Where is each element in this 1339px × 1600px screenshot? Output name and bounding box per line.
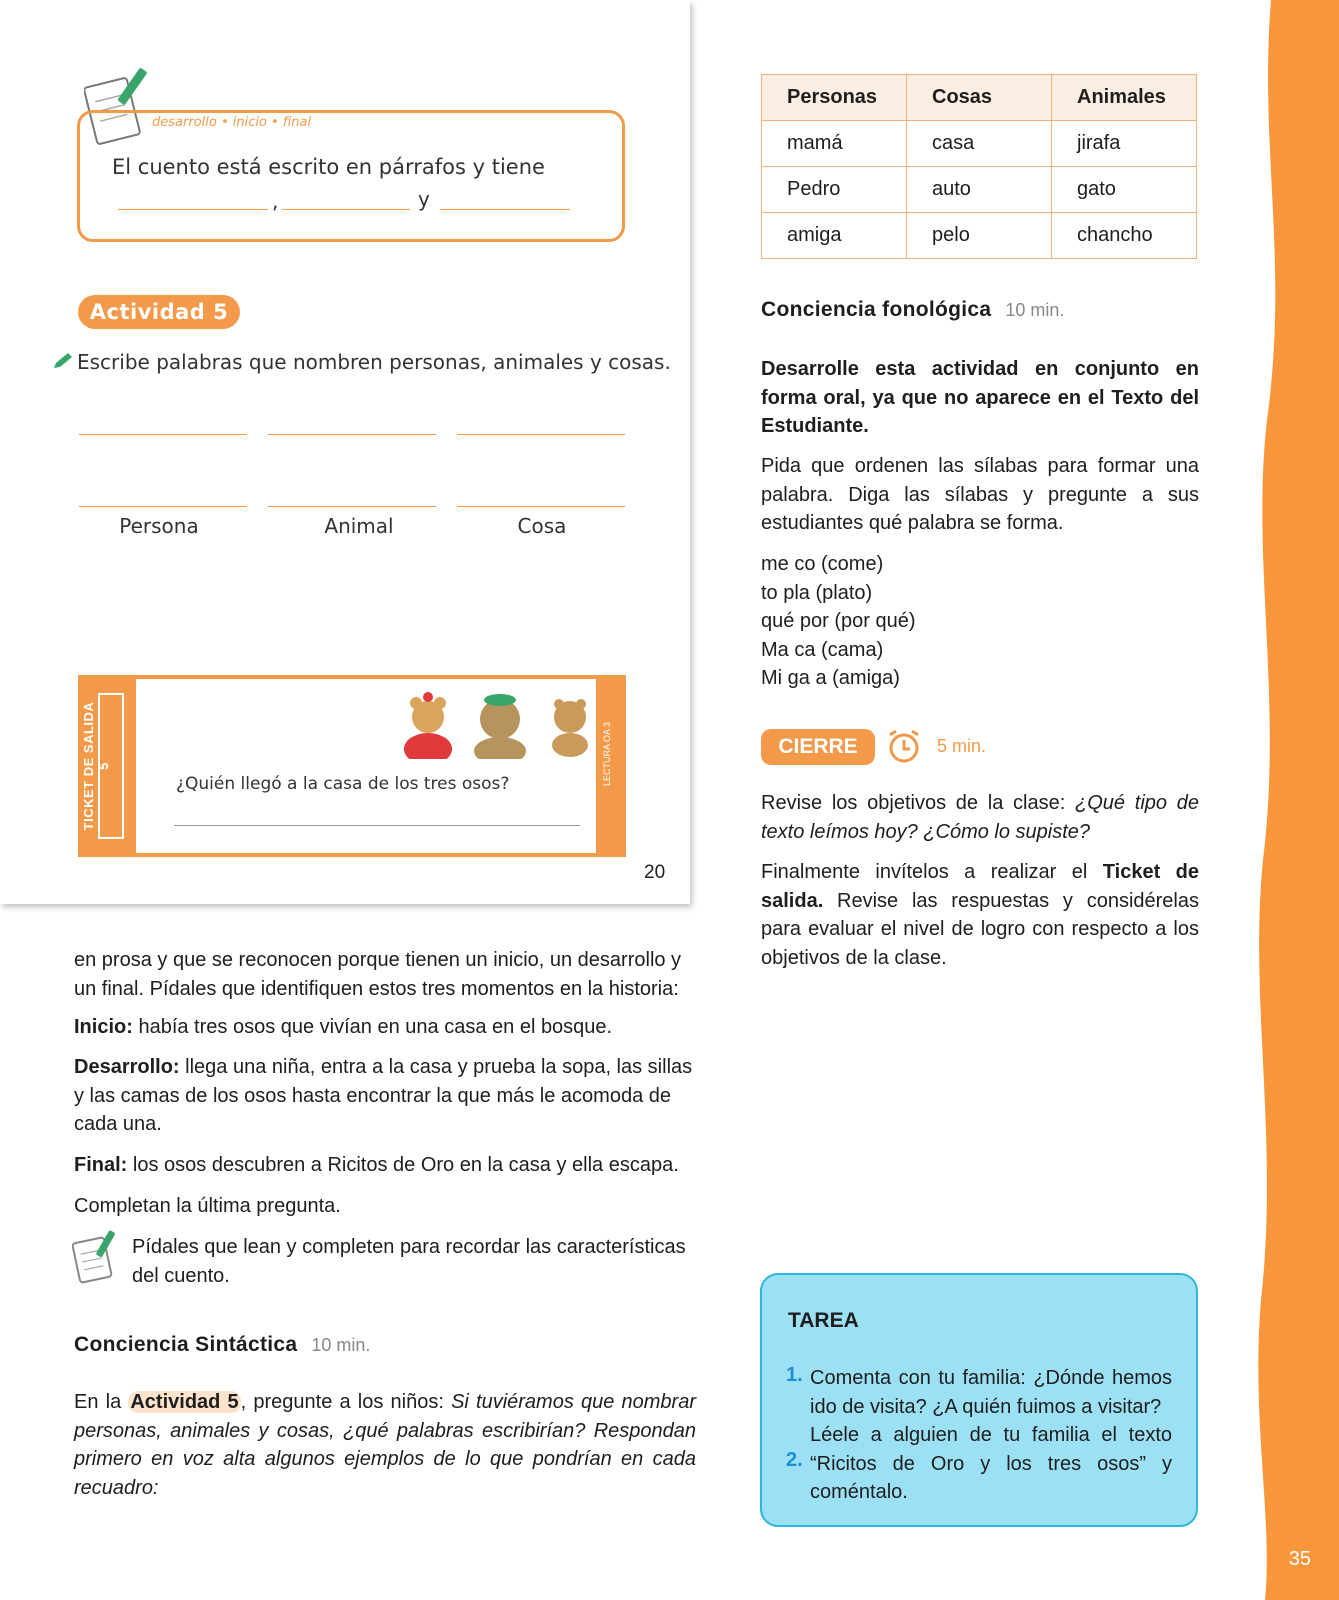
section-title: Conciencia fonológica (761, 298, 992, 321)
activity-badge: Actividad 5 (78, 295, 240, 329)
table-cell: Pedro (762, 167, 907, 213)
homework-item: Léele a alguien de tu familia el texto “Ricitos de Oro y los tres osos” y coméntalo. (810, 1424, 1172, 1503)
paragraph-inicio: Inicio: había tres osos que vivían en una casa en el bosque. (74, 1016, 613, 1038)
table-header-row (762, 75, 1197, 121)
orange-side-band (1249, 0, 1339, 1600)
answer-line[interactable] (118, 209, 268, 210)
table-cell: chancho (1052, 213, 1197, 259)
ticket-side-label: TICKET DE SALIDA 5 (81, 701, 111, 831)
section-minutes: 10 min. (1005, 300, 1065, 320)
homework-title: TAREA (788, 1309, 859, 1332)
activity-instruction: Escribe palabras que nombren personas, animales y cosas. (77, 350, 671, 374)
cue-sentence: El cuento está escrito en párrafos y tiene (112, 155, 545, 179)
cierre-badge: CIERRE (761, 729, 875, 765)
write-line[interactable] (79, 506, 247, 507)
table-row (762, 167, 1197, 213)
ticket-lectura-label: LECTURA OA 3 (602, 721, 612, 787)
label-animal: Animal (324, 514, 394, 538)
paragraph-finalmente: Finalmente invítelos a realizar el Ticket de salida. Revise las respuestas y considérelas para evaluar el nivel de logro con respecto a los objetivos de la clase. (761, 861, 1200, 969)
paragraph-final: Final: los osos descubren a Ricitos de Oro en la casa y ella escapa. (74, 1154, 679, 1176)
answer-line[interactable] (440, 209, 570, 210)
three-bears-illustration (402, 687, 602, 759)
pencil-icon (52, 352, 74, 370)
paragraph-note: Pídales que lean y completen para recordar las características del cuento. (132, 1236, 686, 1287)
list-item: qué por (por qué) (761, 610, 916, 632)
item-number: 2. (786, 1449, 803, 1471)
label-persona: Persona (119, 514, 199, 538)
table-cell: jirafa (1052, 121, 1197, 167)
table-row (762, 121, 1197, 167)
ticket-question: ¿Quién llegó a la casa de los tres osos? (176, 774, 510, 794)
list-item: to pla (plato) (761, 581, 873, 604)
write-line[interactable] (457, 506, 625, 507)
separator-comma: , (272, 189, 279, 213)
bear-icon (404, 692, 452, 759)
write-line[interactable] (79, 434, 247, 435)
section-minutes: 10 min. (311, 1335, 371, 1355)
section-title: Conciencia Sintáctica (74, 1333, 298, 1356)
homework-item: Comenta con tu familia: ¿Dónde hemos ido de visita? ¿A quién fuimos a visitar? (810, 1367, 1172, 1418)
paragraph-desarrollo: Desarrollo: llega una niña, entra a la casa y prueba la sopa, las sillas y las camas de los osos hasta encontrar la que más le acomoda de cada una. (74, 1056, 693, 1135)
paragraph-oral: Desarrolle esta actividad en conjunto en forma oral, ya que no aparece en el Texto del Estudiante. (761, 358, 1199, 437)
paragraph-activity-question: En la Actividad 5 , pregunte a los niños: Si tuviéramos que nombrar personas, animales y cosas, ¿qué palabras escribirían? Respondan primero en voz alta algunos ejemplos de lo que pondrían en cada recuadro: (74, 1391, 696, 1499)
table-cell: auto (907, 167, 1052, 213)
story-structure-box (77, 110, 625, 242)
table-cell: amiga (762, 213, 907, 259)
table-cell: casa (907, 121, 1052, 167)
table-cell: gato (1052, 167, 1197, 213)
answer-line[interactable] (282, 209, 410, 210)
table-row (762, 213, 1197, 259)
paragraph-intro: en prosa y que se reconocen porque tienen un inicio, un desarrollo y un final. Pídales que identifiquen estos tres momentos en la historia: (74, 949, 682, 1000)
page-number: 35 (1288, 1548, 1311, 1570)
list-item: Ma ca (cama) (761, 638, 884, 661)
list-item: me co (come) (761, 553, 884, 575)
bear-icon (552, 699, 588, 757)
alarm-clock-icon (886, 728, 922, 764)
paragraph-revise: Revise los objetivos de la clase: ¿Qué tipo de texto leímos hoy? ¿Cómo lo supiste? (761, 792, 1199, 843)
ticket-side-strip (82, 679, 136, 853)
table-cell: mamá (762, 121, 907, 167)
table-cell: pelo (907, 213, 1052, 259)
column-header: Personas (762, 75, 907, 121)
student-book-page (0, 0, 690, 904)
paragraph-pida: Pida que ordenen las sílabas para formar una palabra. Diga las sílabas y pregunte a sus estudiantes qué palabra se forma. (761, 455, 1199, 534)
cierre-minutes: 5 min. (937, 736, 987, 756)
syllable-list (761, 550, 1199, 693)
column-header: Animales (1052, 75, 1197, 121)
bear-icon (474, 694, 526, 759)
activity-highlight: Actividad 5 (130, 1391, 239, 1413)
section-fonologica (761, 298, 1064, 322)
write-line[interactable] (268, 506, 436, 507)
write-line[interactable] (268, 434, 436, 435)
exit-ticket (78, 675, 626, 857)
label-cosa: Cosa (517, 514, 567, 538)
item-number: 1. (786, 1364, 803, 1386)
separator-y: y (418, 187, 430, 211)
paragraph-completan: Completan la última pregunta. (74, 1195, 341, 1217)
list-item: Mi ga a (amiga) (761, 667, 900, 689)
section-sintactica (74, 1333, 370, 1357)
steps-label: desarrollo • inicio • final (152, 115, 312, 130)
book-page-number: 20 (644, 862, 666, 883)
homework-box (760, 1273, 1198, 1527)
notepad-pencil-icon (72, 1228, 122, 1286)
column-header: Cosas (907, 75, 1052, 121)
words-table (761, 74, 1197, 259)
write-line[interactable] (457, 434, 625, 435)
ticket-answer-line[interactable] (174, 825, 580, 826)
